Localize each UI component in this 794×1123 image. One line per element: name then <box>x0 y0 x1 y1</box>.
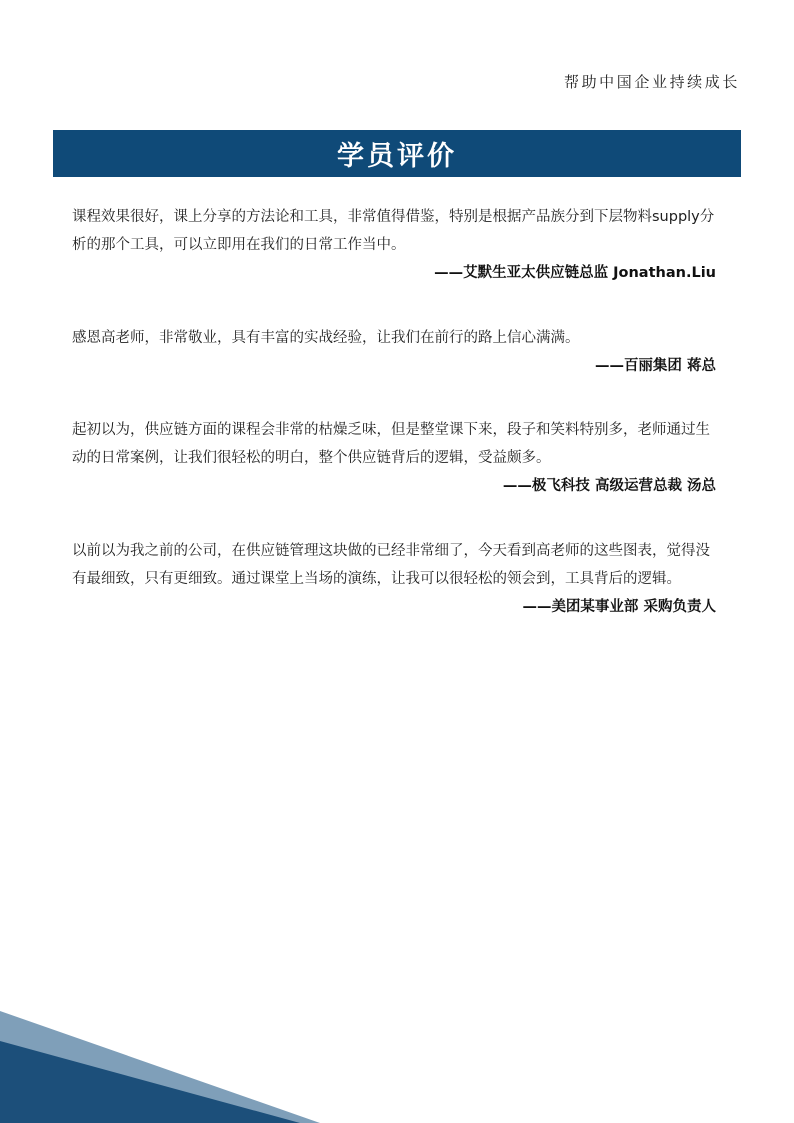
review-text: 起初以为，供应链方面的课程会非常的枯燥乏味，但是整堂课下来，段子和笑料特别多，老师通过生动的日常案例，让我们很轻松的明白，整个供应链背后的逻辑，受益颇多。 <box>72 422 710 466</box>
review-item <box>72 416 716 500</box>
header-tagline: 帮助中国企业持续成长 <box>563 73 740 91</box>
review-attribution: ——美团某事业部 采购负责人 <box>522 599 716 615</box>
review-item <box>72 203 716 287</box>
review-item <box>72 324 716 380</box>
section-title-bar <box>53 130 741 177</box>
review-attribution: ——极飞科技 高级运营总裁 汤总 <box>502 478 716 494</box>
section-title: 学员评价 <box>337 141 457 172</box>
review-text: 以前以为我之前的公司，在供应链管理这块做的已经非常细了，今天看到高老师的这些图表，觉得没有最细致，只有更细致。通过课堂上当场的演练，让我可以很轻松的领会到，工具背后的逻辑。 <box>72 543 710 587</box>
corner-decoration <box>0 983 320 1123</box>
review-attribution: ——艾默生亚太供应链总监 Jonathan.Liu <box>434 265 716 281</box>
review-attribution: ——百丽集团 蒋总 <box>594 358 716 374</box>
reviews-list <box>72 203 716 621</box>
review-text: 感恩高老师，非常敬业，具有丰富的实战经验，让我们在前行的路上信心满满。 <box>72 330 580 346</box>
review-text: 课程效果很好，课上分享的方法论和工具，非常值得借鉴，特别是根据产品族分到下层物料supply分析的那个工具，可以立即用在我们的日常工作当中。 <box>72 209 715 253</box>
review-item <box>72 537 716 621</box>
